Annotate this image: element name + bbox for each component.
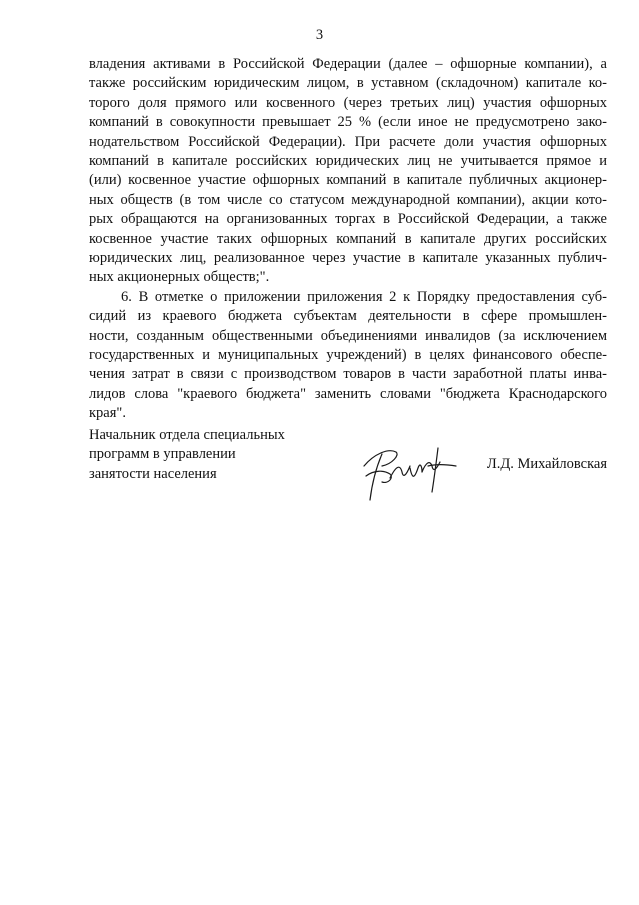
body-line: также российским юридическим лицом, в уставном (складочном) капитале ко- <box>89 75 607 92</box>
body-line: государственных и муниципальных учреждений) в целях финансового обеспе- <box>89 347 607 363</box>
body-line: компаний в совокупности превышает 25 % (если иное не предусмотрено зако- <box>89 114 607 131</box>
body-line: юридических лиц, реализованное через участие в капитале указанных публич- <box>89 250 607 266</box>
page-number: 3 <box>315 27 324 43</box>
body-line: торого доля прямого или косвенного (через третьих лиц) участия офшорных <box>89 94 607 111</box>
body-line: (или) косвенное участие офшорных компаний в капитале публичных акционер- <box>89 172 607 189</box>
body-line: края". <box>89 405 126 422</box>
body-line: чения затрат в связи с производством товаров в части заработной платы инва- <box>89 366 607 383</box>
body-line: косвенное участие таких офшорных компаний в капитале других российских <box>89 230 607 247</box>
signer-position-line: программ в управлении <box>89 446 236 463</box>
body-line: ных обществ (в том числе со статусом международной компании), акции кото- <box>89 191 607 208</box>
body-line: ных акционерных обществ;". <box>89 269 270 286</box>
body-line: компаний в капитале российских юридических лиц не учитывается прямое и <box>89 153 607 169</box>
handwritten-signature <box>352 436 464 506</box>
body-line: 6. В отметке о приложении приложения 2 к Порядку предоставления суб- <box>121 288 607 305</box>
body-line: лидов слова "краевого бюджета" заменить словами "бюджета Краснодарского <box>89 385 607 402</box>
body-line: владения активами в Российской Федерации (далее – офшорные компании), а <box>89 56 607 72</box>
body-line: нодательством Российской Федерации). При расчете доли участия офшорных <box>89 133 607 150</box>
signer-position-line: Начальник отдела специальных <box>89 427 285 443</box>
body-line: ности, созданным общественными объединениями инвалидов (за исключением <box>89 327 607 344</box>
signer-position-line: занятости населения <box>89 465 217 482</box>
body-line: рых обращаются на организованных торгах в Российской Федерации, а также <box>89 211 607 228</box>
body-line: сидий из краевого бюджета субъектам деятельности в сфере промышлен- <box>89 308 607 325</box>
signer-name: Л.Д. Михайловская <box>486 456 607 472</box>
